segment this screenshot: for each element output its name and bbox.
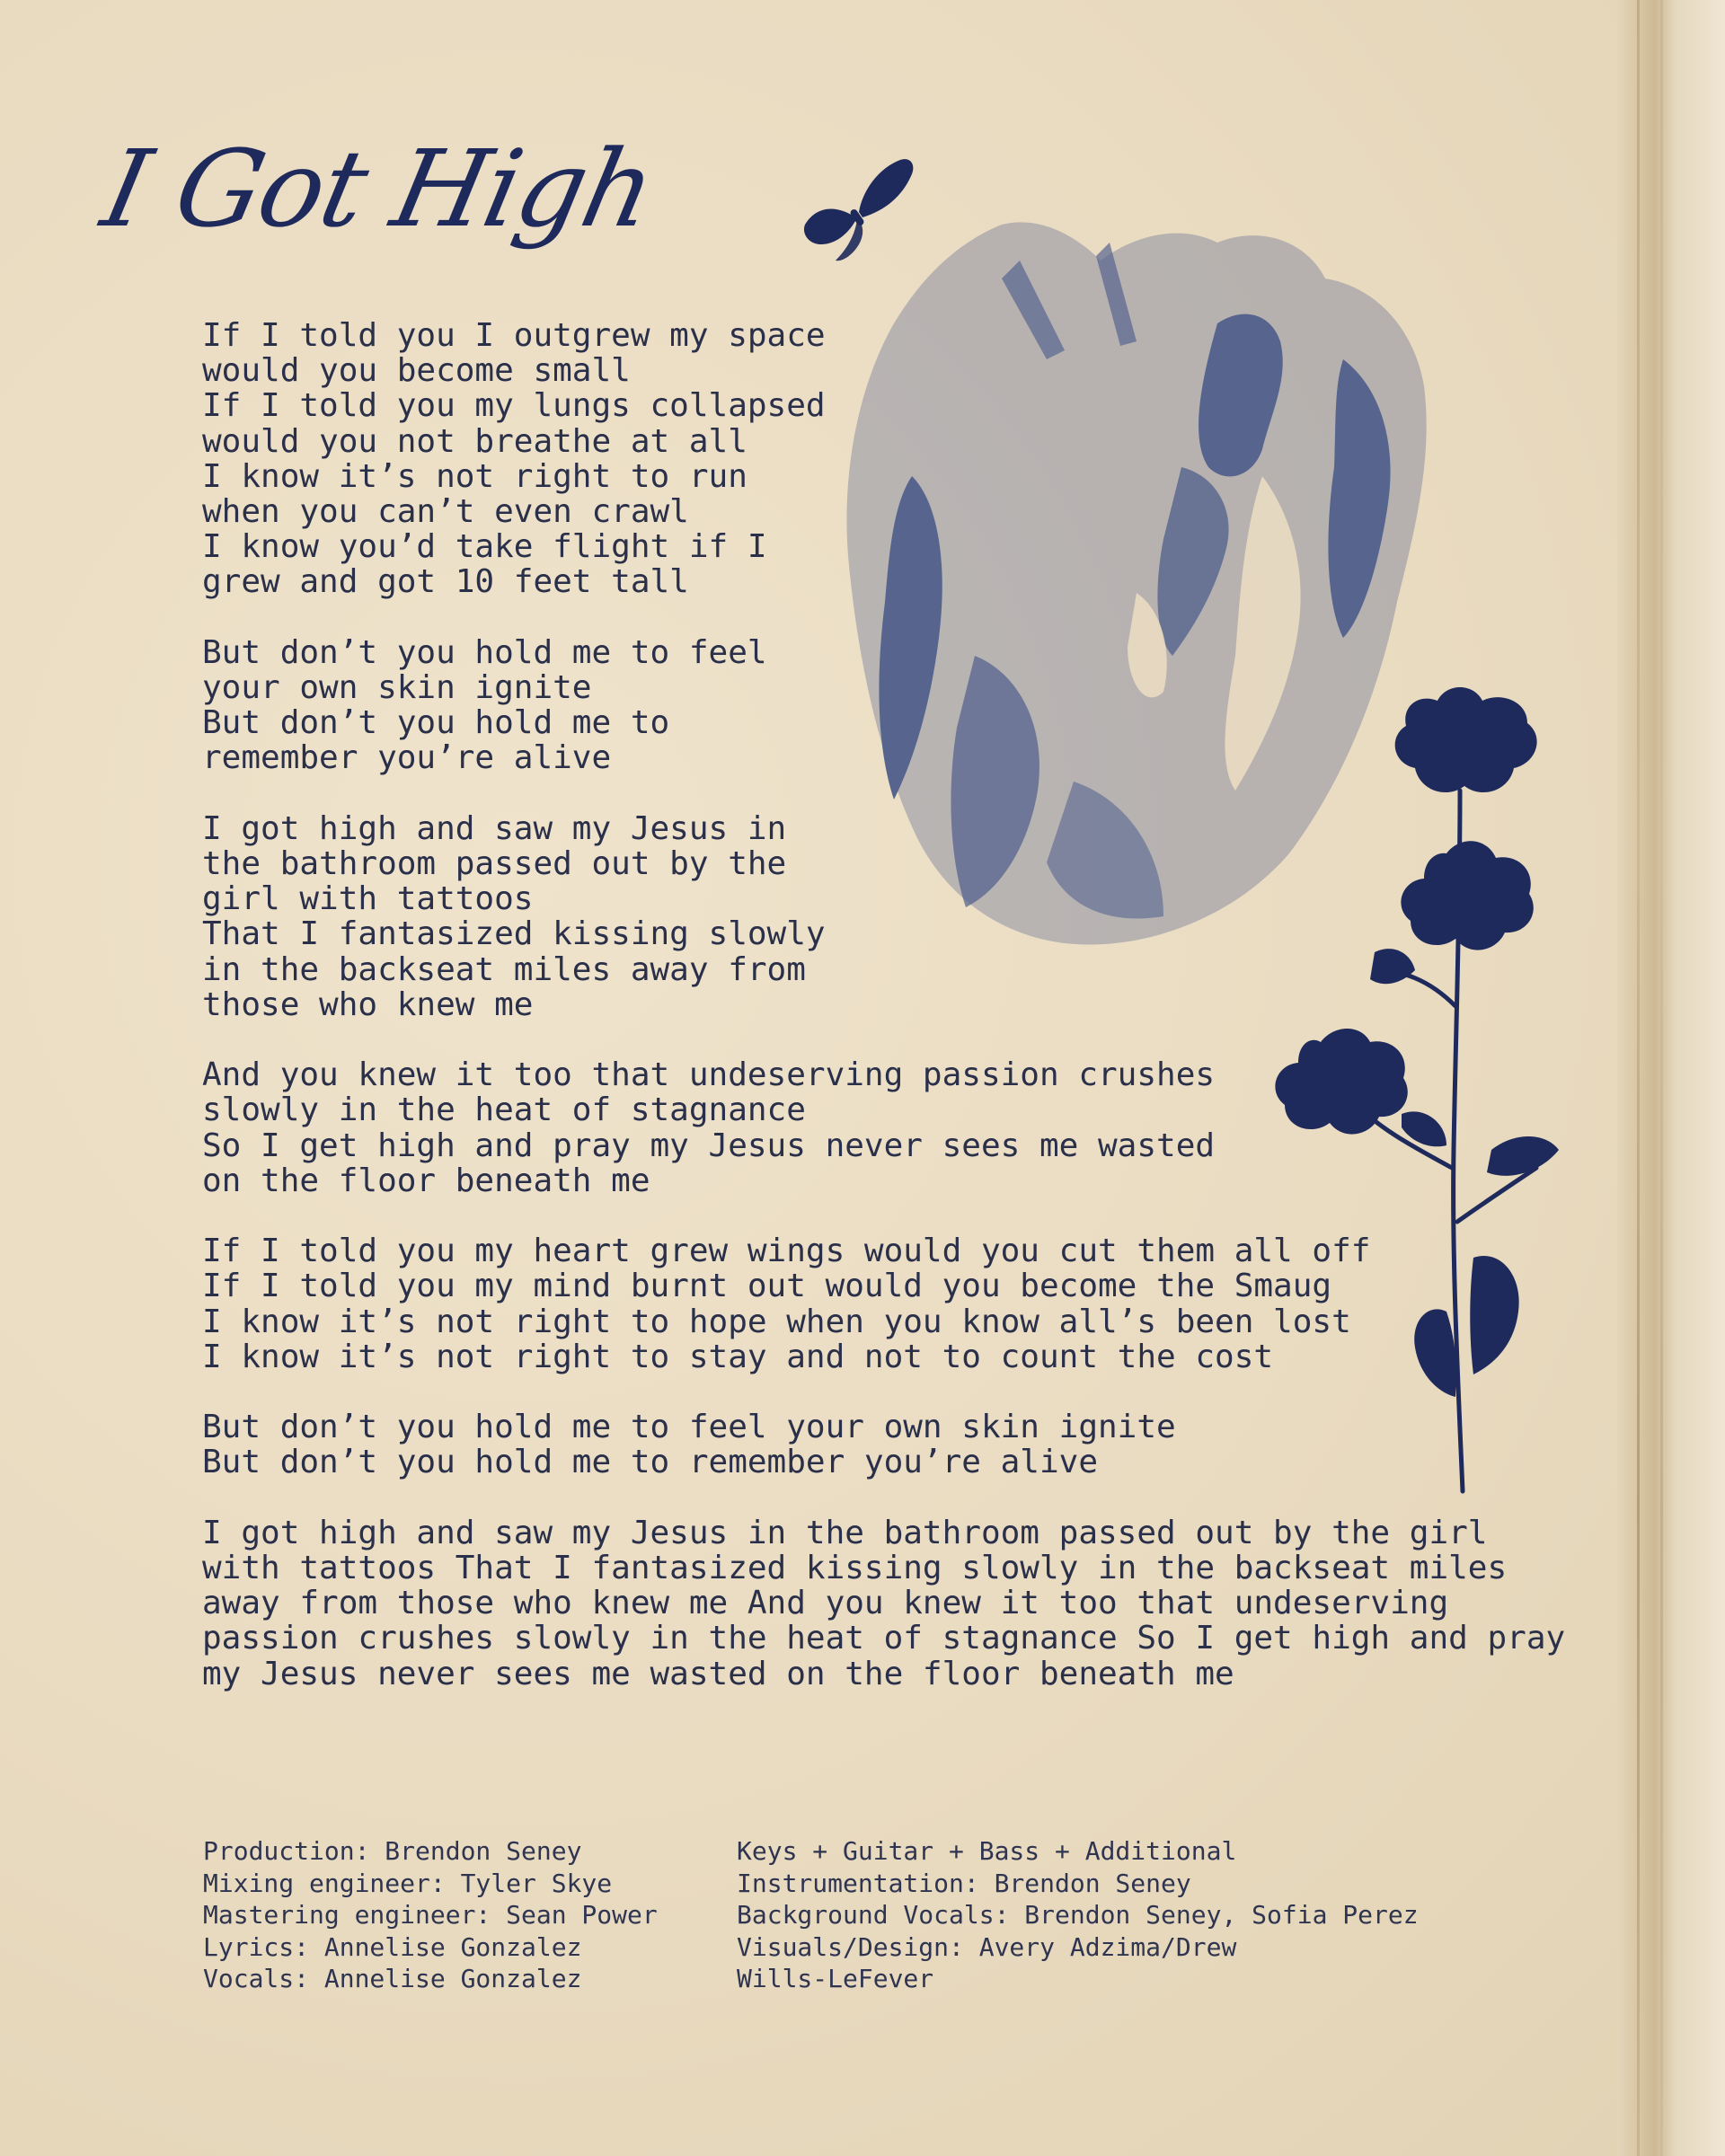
lyric-line: with tattoos That I fantasized kissing slowly in the backseat miles bbox=[202, 1550, 1508, 1587]
lyric-line: But don’t you hold me to bbox=[202, 704, 670, 742]
lyrics-stanza bbox=[202, 811, 1505, 1022]
lyric-line: If I told you my lungs collapsed bbox=[202, 387, 826, 425]
lyric-line: the bathroom passed out by the bbox=[202, 845, 787, 883]
lyric-line: But don’t you hold me to remember you’re alive bbox=[202, 1444, 1098, 1481]
credit-line: Mastering engineer: Sean Power bbox=[203, 1900, 658, 1930]
lyric-line: I know it’s not right to hope when you know all’s been lost bbox=[202, 1303, 1351, 1340]
credit-line: Background Vocals: Brendon Seney, Sofia Perez bbox=[737, 1900, 1419, 1930]
lyric-line: grew and got 10 feet tall bbox=[202, 563, 689, 601]
lyric-line: But don’t you hold me to feel bbox=[202, 633, 767, 671]
credit-line: Visuals/Design: Avery Adzima/Drew bbox=[737, 1931, 1237, 1962]
lyric-line: I know it’s not right to run bbox=[202, 457, 748, 495]
lyric-line: So I get high and pray my Jesus never sees me wasted bbox=[202, 1127, 1216, 1164]
lyric-line: passion crushes slowly in the heat of stagnance So I get high and pray bbox=[202, 1620, 1566, 1657]
lyric-line: But don’t you hold me to feel your own skin ignite bbox=[202, 1409, 1176, 1446]
credit-line: Instrumentation: Brendon Seney bbox=[737, 1868, 1191, 1898]
lyrics-stanza bbox=[202, 1409, 1505, 1480]
lyric-line: your own skin ignite bbox=[202, 669, 592, 707]
credits-left-column bbox=[203, 1835, 724, 1995]
lyric-line: I got high and saw my Jesus in the bathroom passed out by the girl bbox=[202, 1514, 1488, 1551]
credit-line: Lyrics: Annelise Gonzalez bbox=[203, 1931, 582, 1962]
credits-right-column bbox=[737, 1835, 1420, 1995]
lyric-line: my Jesus never sees me wasted on the floor beneath me bbox=[202, 1655, 1234, 1692]
lyric-line: would you not breathe at all bbox=[202, 422, 748, 460]
page-title: I Got High bbox=[93, 127, 665, 251]
lyric-line: If I told you I outgrew my space bbox=[202, 317, 826, 354]
lyric-line: And you knew it too that undeserving passion crushes bbox=[202, 1056, 1216, 1094]
lyric-line: If I told you my heart grew wings would you cut them all off bbox=[202, 1233, 1371, 1270]
lyrics-stanza bbox=[202, 318, 1505, 600]
lyric-line: would you become small bbox=[202, 352, 631, 390]
lyric-line: That I fantasized kissing slowly bbox=[202, 915, 826, 953]
credit-line: Production: Brendon Seney bbox=[203, 1836, 582, 1866]
lyric-line: I got high and saw my Jesus in bbox=[202, 809, 787, 847]
book-spine bbox=[1617, 0, 1725, 2156]
credit-line: Mixing engineer: Tyler Skye bbox=[203, 1868, 613, 1898]
lyric-line: remember you’re alive bbox=[202, 739, 612, 777]
lyric-line: on the floor beneath me bbox=[202, 1162, 650, 1199]
credit-line: Wills-LeFever bbox=[737, 1964, 934, 1993]
lyrics-body bbox=[202, 317, 1566, 1727]
lyric-line: If I told you my mind burnt out would you become the Smaug bbox=[202, 1268, 1332, 1305]
credit-line: Keys + Guitar + Bass + Additional bbox=[737, 1836, 1237, 1866]
lyric-line: I know it’s not right to stay and not to count the cost bbox=[202, 1338, 1274, 1375]
spine-edge bbox=[1637, 0, 1640, 2156]
lyrics-stanza bbox=[202, 1514, 1566, 1692]
spine-edge bbox=[1660, 0, 1663, 2156]
lyric-line: girl with tattoos bbox=[202, 880, 534, 918]
lyric-line: those who knew me bbox=[202, 985, 534, 1023]
lyric-line: slowly in the heat of stagnance bbox=[202, 1091, 806, 1129]
lyrics-stanza bbox=[202, 1233, 1505, 1374]
lyric-line: when you can’t even crawl bbox=[202, 493, 689, 531]
lyric-line: in the backseat miles away from bbox=[202, 950, 806, 988]
lyric-line: away from those who knew me And you knew it too that undeserving bbox=[202, 1585, 1449, 1622]
credit-line: Vocals: Annelise Gonzalez bbox=[203, 1964, 582, 1993]
lyrics-stanza bbox=[202, 635, 1505, 776]
lyric-line: I know you’d take flight if I bbox=[202, 528, 767, 566]
lyrics-stanza bbox=[202, 1057, 1505, 1198]
